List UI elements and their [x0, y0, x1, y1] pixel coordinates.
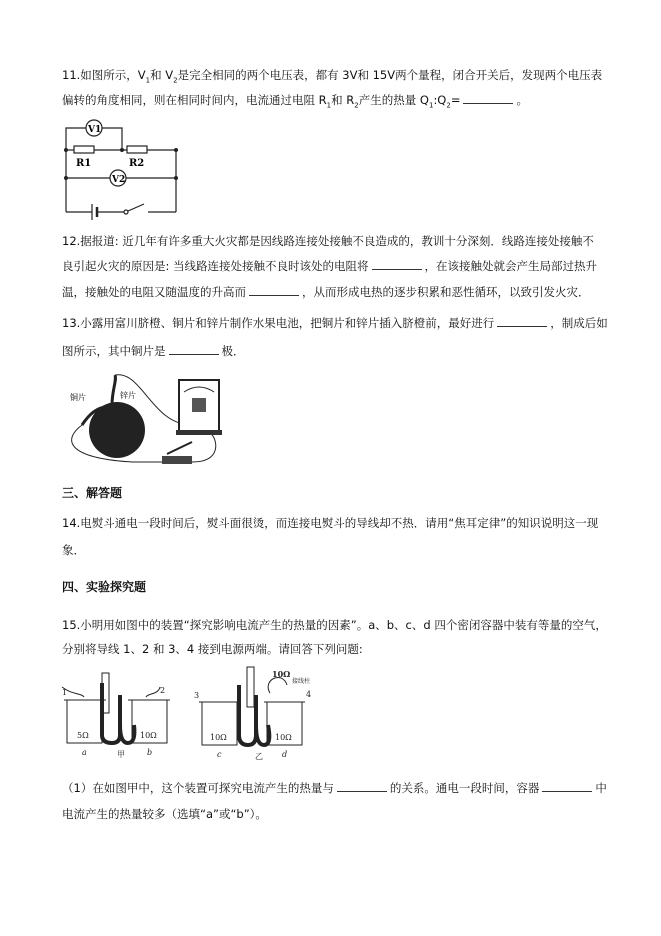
resistor-a-label: 5Ω: [77, 731, 89, 740]
answer-blank[interactable]: [497, 315, 547, 327]
sub: 1: [428, 101, 434, 110]
section-heading-4: 四、实验探究题: [62, 580, 147, 594]
text: （1）在如图甲中，这个装置可探究电流产生的热量与: [62, 781, 334, 795]
wire-1-label: 1: [62, 688, 68, 697]
text: 13.小露用富川脐橙、铜片和锌片制作水果电池，把铜片和锌片插入脐橙前，最好进行: [62, 316, 495, 330]
resistor-b-label: 10Ω: [140, 731, 157, 740]
zinc-label: 锌片: [120, 391, 136, 400]
wire-3-label: 3: [194, 691, 200, 700]
q13-line1: [62, 315, 608, 331]
text: 产生的热量 Q: [358, 93, 429, 107]
wire-4-label: 4: [306, 690, 312, 699]
text: ，制成后如: [550, 316, 608, 330]
container-d-label: d: [282, 750, 288, 759]
q14-line2: 象．: [62, 543, 85, 557]
v1-label: V1: [88, 125, 102, 135]
q12-line1: 12.据报道: 近几年有许多重大火灾都是因线路连接处接触不良造成的，教训十分深刻．线路连接处接触不: [62, 234, 594, 248]
answer-blank[interactable]: [463, 92, 513, 104]
terminal-label: 接线柱: [292, 678, 311, 685]
answer-blank[interactable]: [249, 284, 299, 296]
text: 图所示，其中铜片是: [62, 344, 166, 358]
q15-line2: 分别将导线 1、2 和 3、4 接到电源两端。请回答下列问题:: [62, 642, 363, 656]
q11-line2: [62, 92, 528, 113]
text: 偏转的角度相同，则在相同时间内，电流通过电阻 R: [62, 93, 327, 107]
answer-blank[interactable]: [169, 343, 219, 355]
r1-label: R1: [76, 158, 92, 169]
q12-line3: [62, 284, 590, 300]
wire-2-label: 2: [160, 686, 166, 695]
joule-experiment-figure: [62, 665, 312, 765]
answer-blank[interactable]: [542, 780, 592, 792]
text: 和 V: [150, 68, 174, 82]
text: =: [450, 93, 461, 107]
resistor-c-label: 10Ω: [210, 733, 227, 742]
section-heading-3: 三、解答题: [62, 486, 123, 500]
resistor-d-label: 10Ω: [275, 733, 292, 742]
text: 温，接触处的电阻又随温度的升高而: [62, 285, 246, 299]
text: 。: [516, 93, 528, 107]
answer-blank[interactable]: [372, 258, 422, 270]
q15-line1: 15.小明用如图中的装置“探究影响电流产生的热量的因素”。a、b、c、d 四个密闭容器中装有等量的空气，: [62, 618, 607, 632]
sub: 2: [173, 76, 178, 85]
figure-yi-label: 乙: [255, 752, 263, 761]
q12-line2: [62, 258, 597, 274]
text: 是完全相同的两个电压表，都有 3V和 15V两个量程，闭合开关后，发现两个电压表: [177, 68, 603, 82]
sub: 1: [326, 101, 332, 110]
sub: 1: [145, 76, 151, 85]
v2-label: V2: [112, 175, 126, 185]
q11-line1: [62, 67, 602, 88]
circuit-diagram: [62, 120, 184, 215]
sub: 2: [354, 101, 359, 110]
text: 良引起火灾的原因是: 当线路连接处接触不良时该处的电阻将: [62, 259, 369, 273]
text: :Q: [433, 93, 447, 107]
container-b-label: b: [147, 748, 153, 757]
q14-line1: 14.电熨斗通电一段时间后，熨斗面很烫，而连接电熨斗的导线却不热．请用“焦耳定律”的知识说明这一现: [62, 516, 599, 530]
container-a-label: a: [82, 748, 87, 757]
q15-sub1-line1: [62, 780, 607, 796]
sub: 2: [446, 101, 451, 110]
copper-label: 铜片: [70, 393, 86, 402]
text: 的关系。通电一段时间，容器: [389, 781, 540, 795]
text: 中: [595, 781, 607, 795]
answer-blank[interactable]: [337, 780, 387, 792]
text: ，在该接触处就会产生局部过热升: [424, 259, 598, 273]
text: 和 R: [331, 93, 355, 107]
fruit-battery-figure: [62, 370, 247, 468]
container-c-label: c: [217, 750, 222, 759]
text: 11.如图所示，V: [62, 68, 146, 82]
figure-jia-label: 甲: [117, 750, 125, 759]
resistor-top-label: 10Ω: [272, 669, 291, 679]
text: 极．: [221, 344, 245, 358]
q15-sub1-line2: 电流产生的热量较多（选填“a”或“b”）。: [62, 807, 267, 821]
r2-label: R2: [129, 158, 145, 169]
q13-line2: [62, 343, 245, 359]
text: ，从而形成电热的逐步积累和恶性循环，以致引发火灾．: [302, 285, 590, 299]
